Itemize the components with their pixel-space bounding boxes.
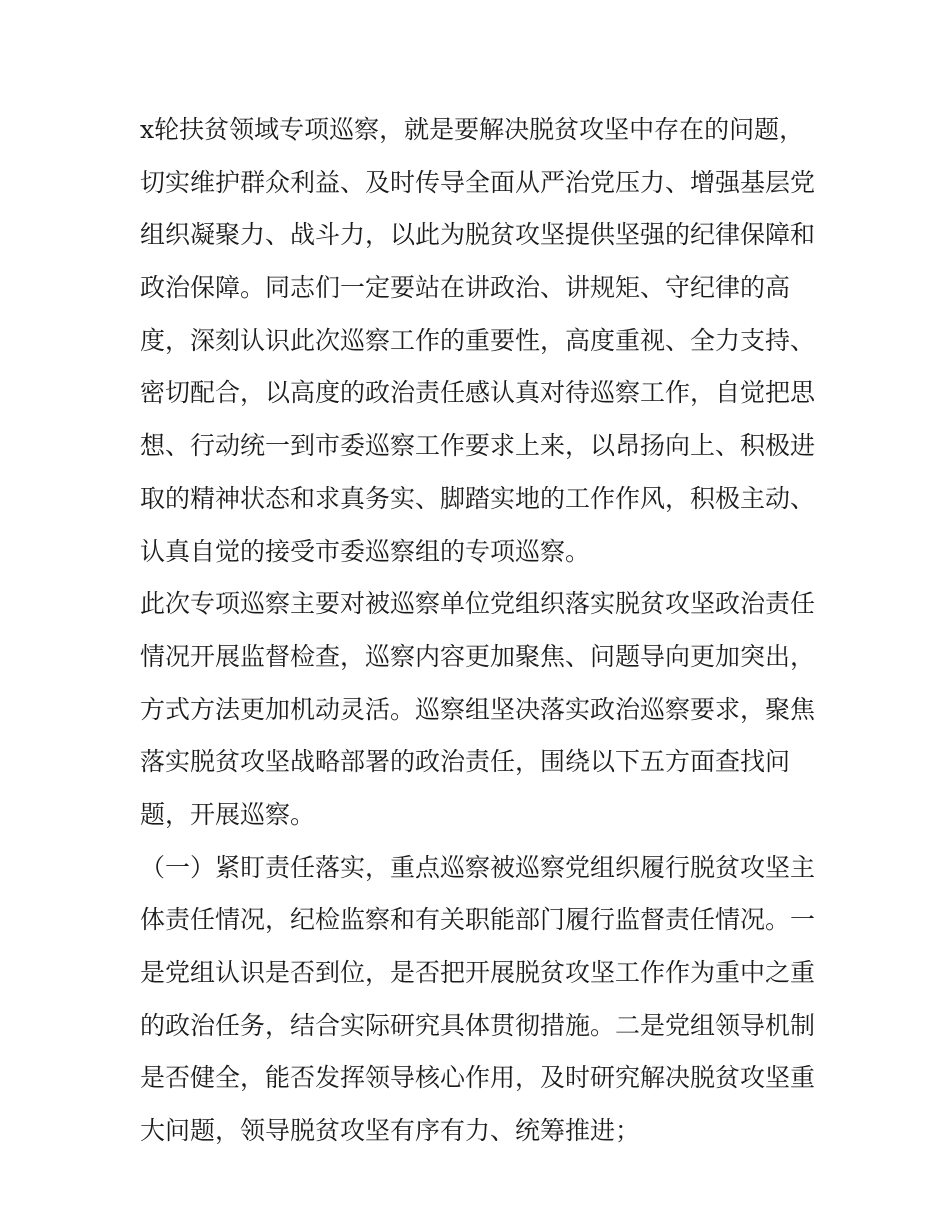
text-line: 组织凝聚力、战斗力，以此为脱贫攻坚提供坚强的纪律保障和 xyxy=(140,220,816,250)
text-line: 的政治任务，结合实际研究具体贯彻措施。二是党组领导机制 xyxy=(140,1010,816,1040)
text-line: 方式方法更加机动灵活。巡察组坚决落实政治巡察要求，聚焦 xyxy=(140,694,816,724)
text-line: 是否健全，能否发挥领导核心作用，及时研究解决脱贫攻坚重 xyxy=(140,1063,816,1093)
text-line: 切实维护群众利益、及时传导全面从严治党压力、增强基层党 xyxy=(140,167,816,197)
text-line: 认真自觉的接受市委巡察组的专项巡察。 xyxy=(140,536,591,566)
text-line: 想、行动统一到市委巡察工作要求上来，以昂扬向上、积极进 xyxy=(140,431,816,461)
text-line: 度，深刻认识此次巡察工作的重要性，高度重视、全力支持、 xyxy=(140,325,816,355)
text-line: 政治保障。同志们一定要站在讲政治、讲规矩、守纪律的高 xyxy=(140,273,791,303)
text-line: （一）紧盯责任落实，重点巡察被巡察党组织履行脱贫攻坚主 xyxy=(140,852,816,882)
text-line: 密切配合，以高度的政治责任感认真对待巡察工作，自觉把思 xyxy=(140,378,816,408)
text-line: x轮扶贫领域专项巡察，就是要解决脱贫攻坚中存在的问题， xyxy=(140,115,805,144)
text-line: 体责任情况，纪检监察和有关职能部门履行监督责任情况。一 xyxy=(140,905,816,935)
text-line: 此次专项巡察主要对被巡察单位党组织落实脱贫攻坚政治责任 xyxy=(140,589,816,619)
document-body xyxy=(140,104,820,1158)
text-line: 情况开展监督检查，巡察内容更加聚焦、问题导向更加突出， xyxy=(140,641,816,671)
text-line: 落实脱贫攻坚战略部署的政治责任，围绕以下五方面查找问 xyxy=(140,747,791,777)
text-line: 大问题，领导脱贫攻坚有序有力、统筹推进； xyxy=(140,1116,641,1146)
text-line: 题，开展巡察。 xyxy=(140,799,316,829)
text-line: 是党组认识是否到位，是否把开展脱贫攻坚工作作为重中之重 xyxy=(140,958,816,987)
text-line: 取的精神状态和求真务实、脚踏实地的工作作风，积极主动、 xyxy=(140,483,816,513)
